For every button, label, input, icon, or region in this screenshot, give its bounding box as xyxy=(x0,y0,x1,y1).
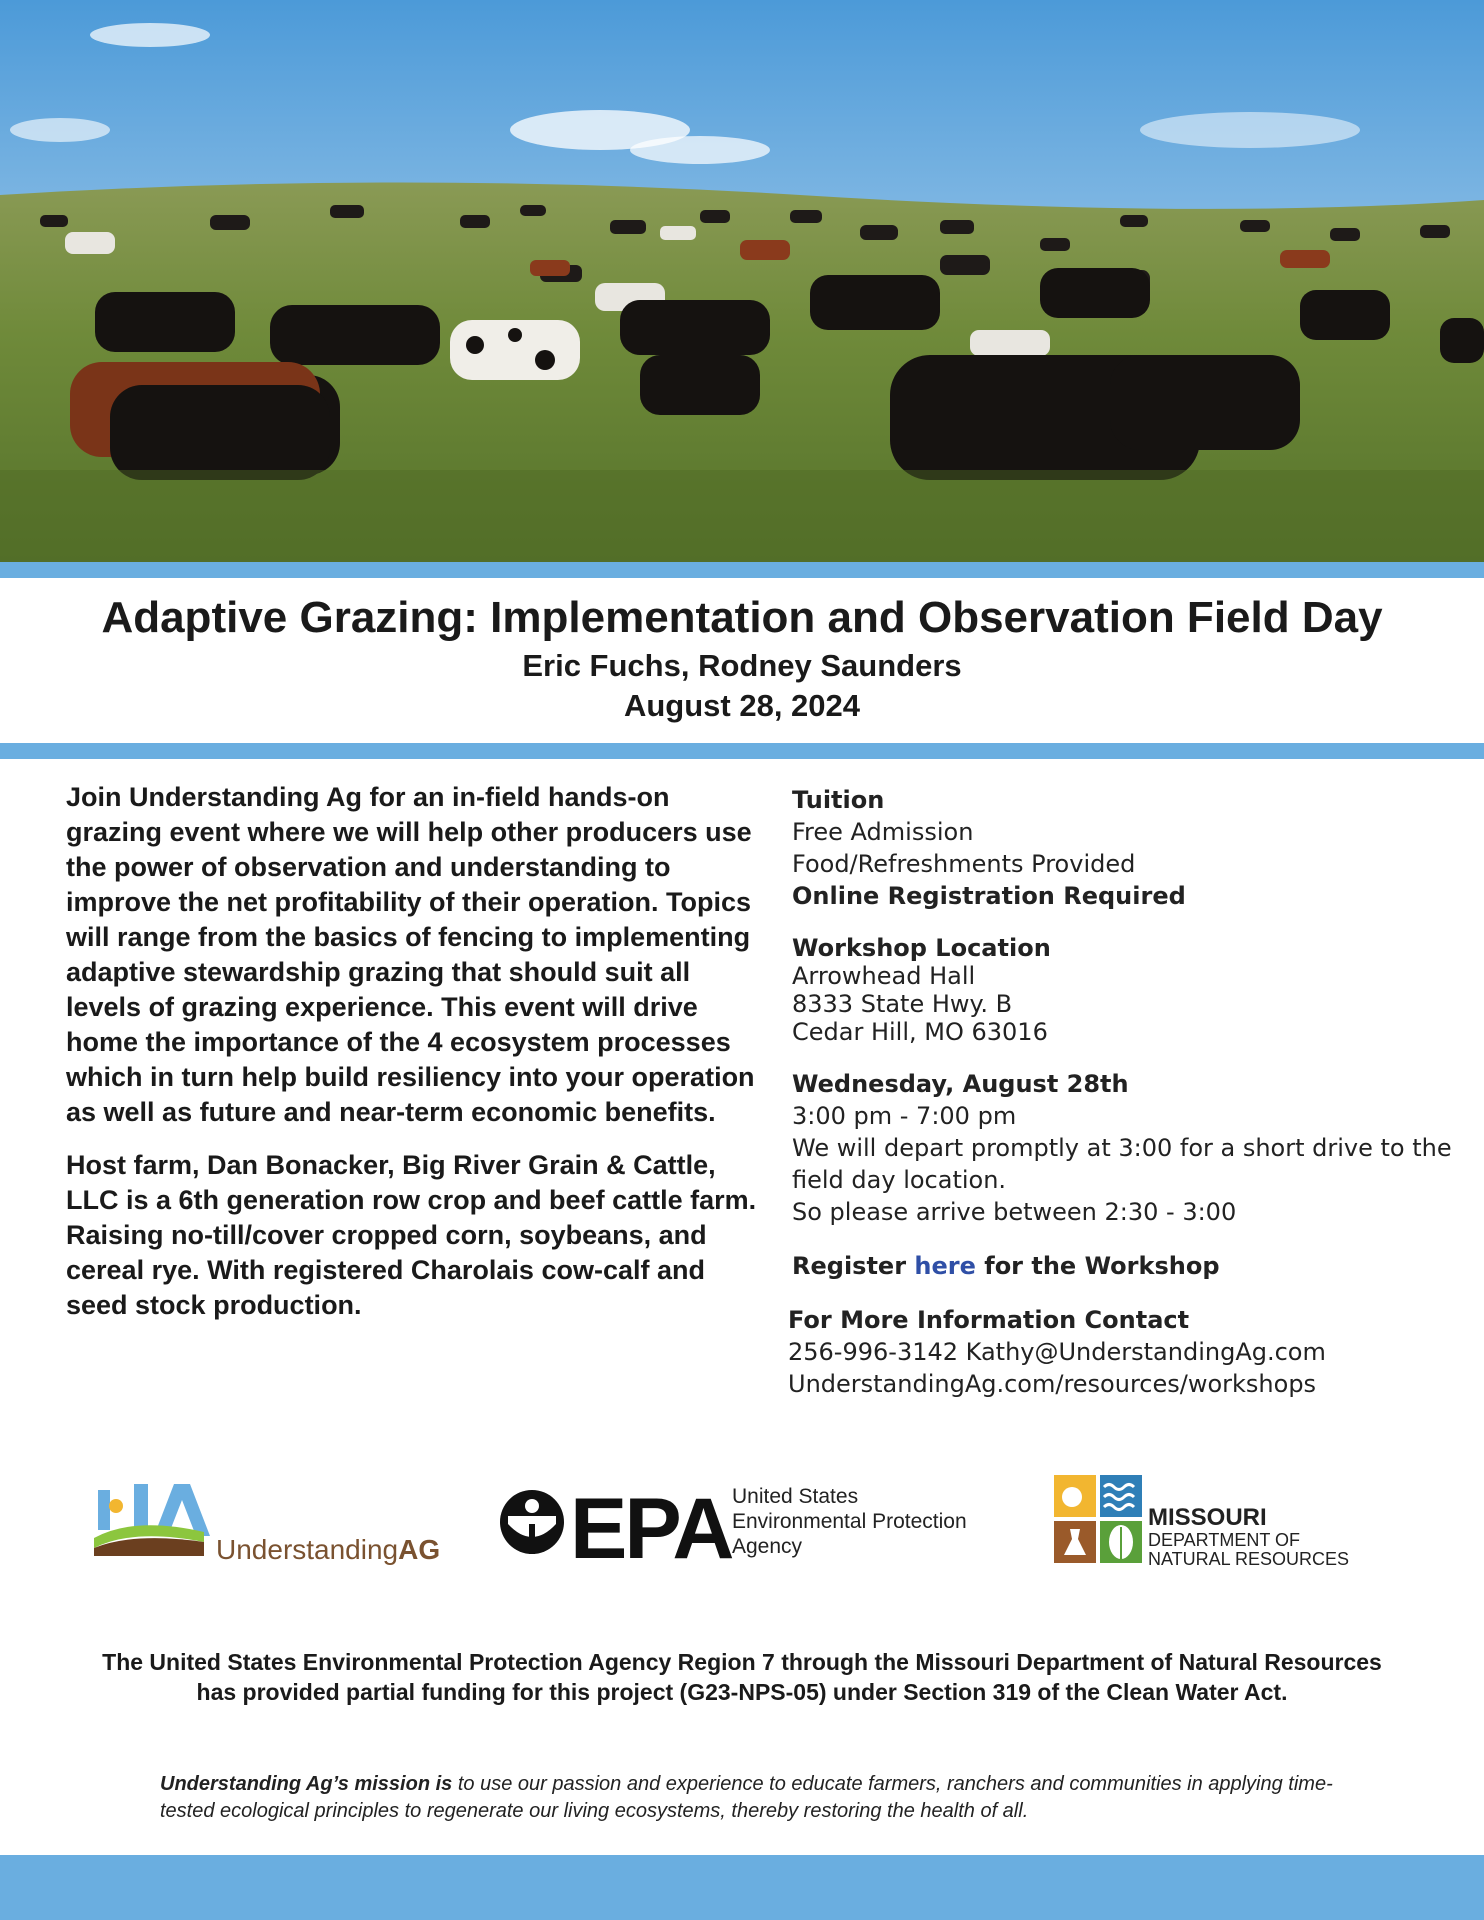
funding-statement xyxy=(40,1647,1444,1707)
missouri-dnr-emblem-icon xyxy=(1054,1475,1142,1563)
location-section xyxy=(792,934,1452,1046)
mo-line-3: NATURAL RESOURCES xyxy=(1148,1549,1350,1569)
location-line-1: Arrowhead Hall xyxy=(792,962,976,990)
epa-logo xyxy=(498,1481,967,1577)
understanding-ag-wordmark xyxy=(216,1534,440,1566)
ua-prefix: Understanding xyxy=(216,1534,399,1565)
mo-line-1: MISSOURI xyxy=(1148,1504,1267,1531)
description-paragraph-1: Join Understanding Ag for an in-field hands-on grazing event where we will help other producers use the power of observation and understanding to improve the net profitability of their operation. Topics will range from the basics of fencing to implementing adaptive stewardship grazing that should suit all levels of grazing experience. This event will drive home the importance of the 4 ecosystem processes which in turn help build resiliency into your operation as well as future and near-term economic benefits. xyxy=(66,782,755,1127)
contact-line-1: 256-996-3142 Kathy@UnderstandingAg.com xyxy=(788,1338,1326,1366)
epa-flower-icon xyxy=(498,1488,566,1556)
missouri-dnr-logo xyxy=(1054,1475,1350,1569)
event-details xyxy=(788,784,1452,1400)
schedule-line-2: We will depart promptly at 3:00 for a short drive to the field day location. xyxy=(792,1134,1452,1194)
location-heading: Workshop Location xyxy=(792,934,1051,962)
hero-photo xyxy=(0,0,1484,562)
understanding-ag-logo xyxy=(94,1480,441,1565)
epa-line-1: United States xyxy=(732,1485,859,1508)
ua-bold: AG xyxy=(398,1534,441,1565)
register-suffix: for the Workshop xyxy=(984,1252,1220,1280)
tuition-heading: Tuition xyxy=(792,786,885,814)
schedule-line-1: 3:00 pm - 7:00 pm xyxy=(792,1102,1017,1130)
contact-heading: For More Information Contact xyxy=(788,1306,1190,1334)
top-blue-band xyxy=(0,562,1484,578)
event-date: August 28, 2024 xyxy=(623,688,861,723)
epa-line-2: Environmental Protection xyxy=(732,1510,967,1533)
mission-bold: Understanding Ag’s mission is xyxy=(160,1773,453,1795)
tuition-line-2: Food/Refreshments Provided xyxy=(792,850,1136,878)
understanding-ag-emblem-icon xyxy=(94,1480,214,1560)
mission-statement xyxy=(160,1771,1360,1825)
schedule-section xyxy=(792,1068,1452,1228)
contact-line-2: UnderstandingAg.com/resources/workshops xyxy=(788,1370,1317,1398)
epa-subtitle xyxy=(732,1484,967,1559)
middle-blue-band xyxy=(0,743,1484,759)
title-block xyxy=(0,590,1484,726)
epa-line-3: Agency xyxy=(732,1535,803,1558)
mo-line-2: DEPARTMENT OF xyxy=(1148,1530,1301,1550)
register-prefix: Register xyxy=(792,1252,907,1280)
tuition-line-1: Free Admission xyxy=(792,818,974,846)
register-link[interactable]: here xyxy=(914,1252,976,1280)
description-paragraph-2: Host farm, Dan Bonacker, Big River Grain & Cattle, LLC is a 6th generation row crop and beef cattle farm. Raising no-till/cover cropped corn, soybeans, and cereal rye. With registered Charolais cow-calf and seed stock production. xyxy=(66,1150,757,1320)
register-line xyxy=(792,1250,1452,1282)
tuition-line-3: Online Registration Required xyxy=(792,882,1186,910)
epa-wordmark: EPA xyxy=(570,1481,732,1577)
sponsor-logos xyxy=(0,1470,1484,1580)
schedule-line-3: So please arrive between 2:30 - 3:00 xyxy=(792,1198,1237,1226)
event-title: Adaptive Grazing: Implementation and Observation Field Day xyxy=(101,593,1383,642)
funding-line-1: The United States Environmental Protection Agency Region 7 through the Missouri Department of Natural Resources xyxy=(102,1649,1382,1675)
event-hosts: Eric Fuchs, Rodney Saunders xyxy=(522,648,962,683)
event-description xyxy=(66,780,766,1341)
schedule-heading: Wednesday, August 28th xyxy=(792,1070,1129,1098)
mission-rest: to use our passion and experience to educate farmers, ranchers and communities in applying time-tested ecological principles to regenerate our living ecosystems, thereby restoring the health of all. xyxy=(160,1773,1333,1822)
location-line-2: 8333 State Hwy. B xyxy=(792,990,1013,1018)
funding-line-2: has provided partial funding for this project (G23-NPS-05) under Section 319 of the Clean Water Act. xyxy=(196,1679,1288,1705)
tuition-section xyxy=(792,784,1452,912)
location-line-3: Cedar Hill, MO 63016 xyxy=(792,1018,1048,1046)
missouri-dnr-wordmark xyxy=(1148,1505,1349,1569)
bottom-blue-band xyxy=(0,1855,1484,1920)
contact-section xyxy=(788,1304,1452,1400)
